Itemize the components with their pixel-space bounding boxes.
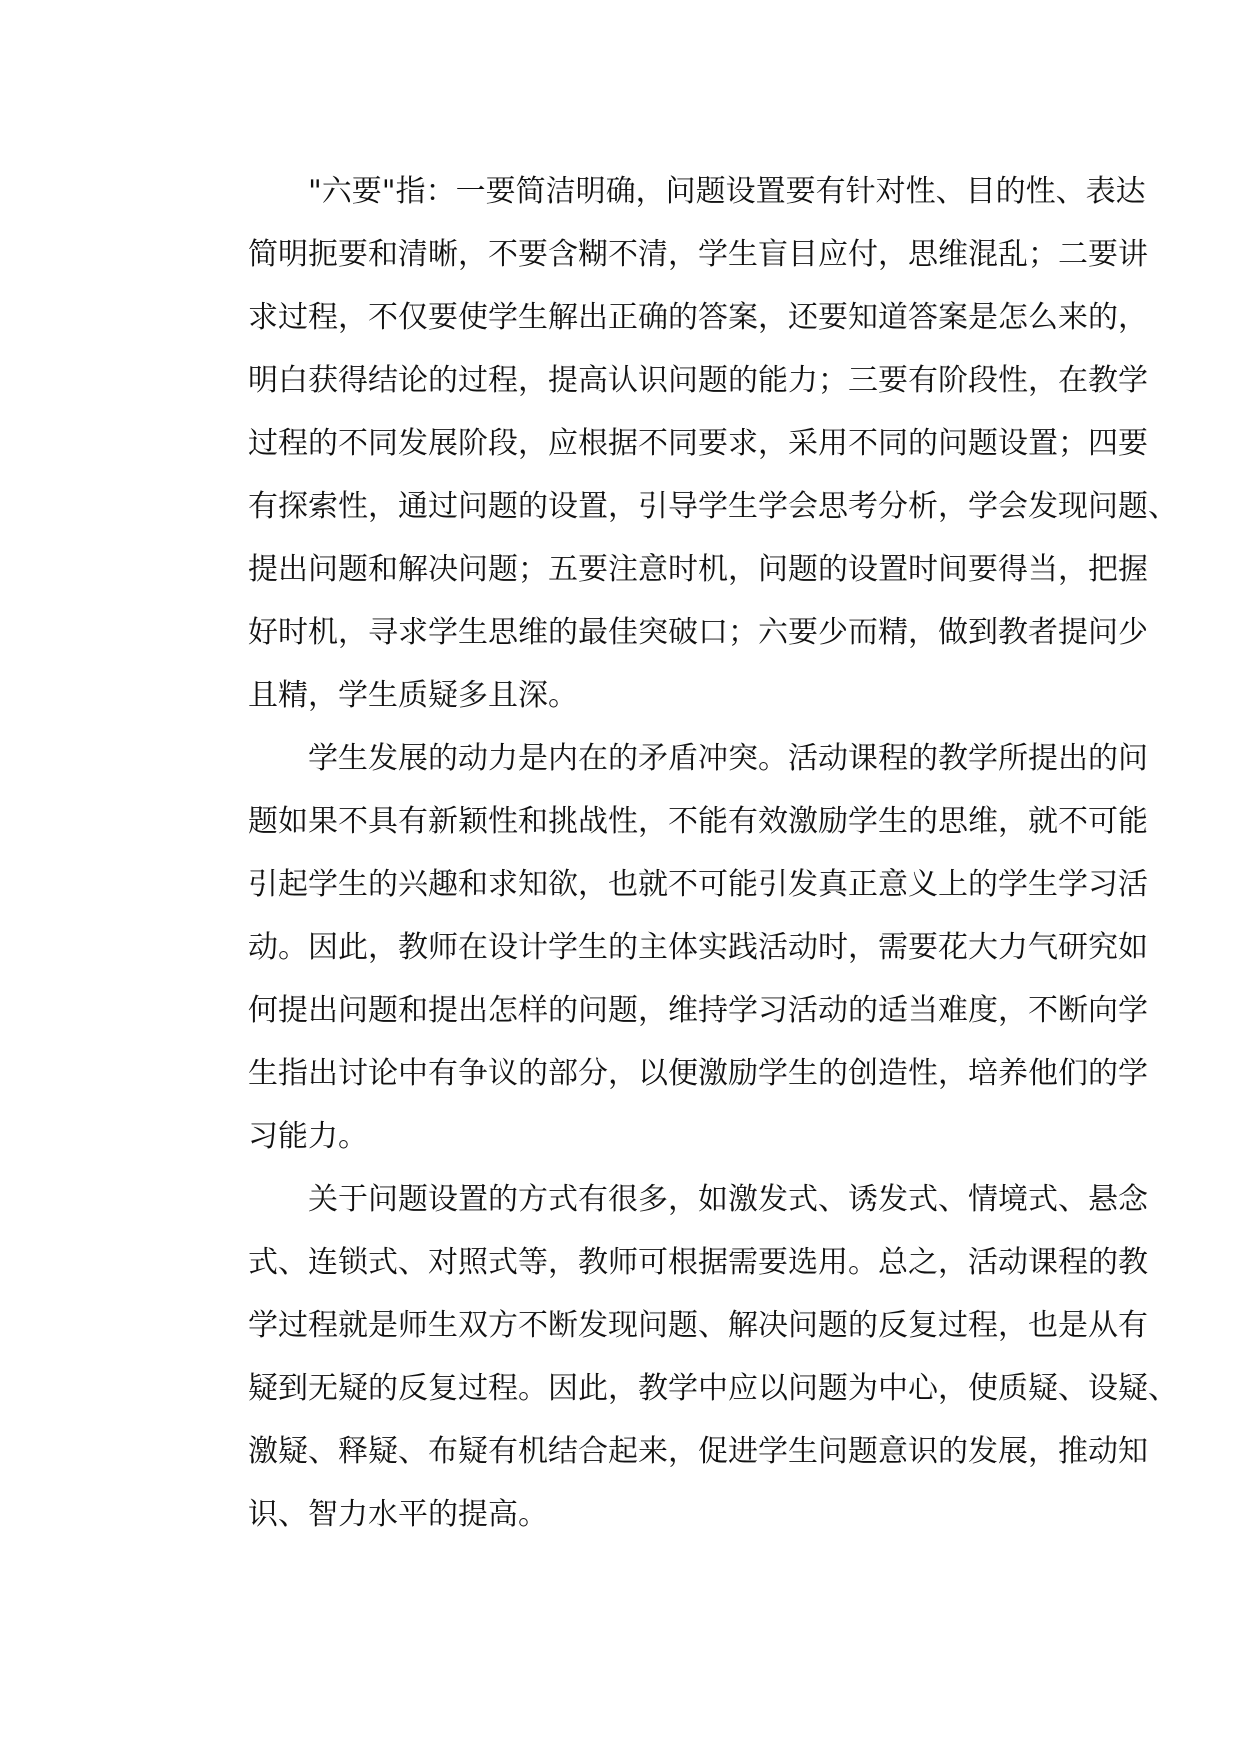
text-line: 好时机，寻求学生思维的最佳突破口；六要少而精，做到教者提问少 <box>248 615 1148 650</box>
text-line: 习能力。 <box>248 1119 368 1154</box>
text-line: 学过程就是师生双方不断发现问题、解决问题的反复过程，也是从有 <box>248 1308 1148 1343</box>
text-line: 简明扼要和清晰，不要含糊不清，学生盲目应付，思维混乱；二要讲 <box>248 237 1148 272</box>
text-line: "六要"指：一要简洁明确，问题设置要有针对性、目的性、表达 <box>308 174 1146 209</box>
text-line: 明白获得结论的过程，提高认识问题的能力；三要有阶段性，在教学 <box>248 363 1148 398</box>
text-line: 何提出问题和提出怎样的问题，维持学习活动的适当难度，不断向学 <box>248 993 1148 1028</box>
text-line: 识、智力水平的提高。 <box>248 1497 548 1532</box>
text-line: 动。因此，教师在设计学生的主体实践活动时，需要花大力气研究如 <box>248 930 1148 965</box>
document-body <box>188 160 1178 1546</box>
paragraph-question-methods <box>188 1168 1178 1546</box>
text-line: 关于问题设置的方式有很多，如激发式、诱发式、情境式、悬念 <box>308 1182 1148 1217</box>
text-line: 学生发展的动力是内在的矛盾冲突。活动课程的教学所提出的问 <box>308 741 1148 776</box>
text-line: 式、连锁式、对照式等，教师可根据需要选用。总之，活动课程的教 <box>248 1245 1148 1280</box>
text-line: 题如果不具有新颖性和挑战性，不能有效激励学生的思维，就不可能 <box>248 804 1148 839</box>
text-line: 且精，学生质疑多且深。 <box>248 678 578 713</box>
text-line: 有探索性，通过问题的设置，引导学生学会思考分析，学会发现问题、 <box>248 489 1178 524</box>
paragraph-six-requirements <box>188 160 1178 727</box>
text-line: 引起学生的兴趣和求知欲，也就不可能引发真正意义上的学生学习活 <box>248 867 1148 902</box>
text-line: 求过程，不仅要使学生解出正确的答案，还要知道答案是怎么来的， <box>248 300 1148 335</box>
text-line: 过程的不同发展阶段，应根据不同要求，采用不同的问题设置；四要 <box>248 426 1148 461</box>
paragraph-student-development <box>188 727 1148 1168</box>
text-line: 激疑、释疑、布疑有机结合起来，促进学生问题意识的发展，推动知 <box>248 1434 1148 1469</box>
text-line: 疑到无疑的反复过程。因此，教学中应以问题为中心，使质疑、设疑、 <box>248 1371 1178 1406</box>
text-line: 提出问题和解决问题；五要注意时机，问题的设置时间要得当，把握 <box>248 552 1148 587</box>
text-line: 生指出讨论中有争议的部分，以便激励学生的创造性，培养他们的学 <box>248 1056 1148 1091</box>
